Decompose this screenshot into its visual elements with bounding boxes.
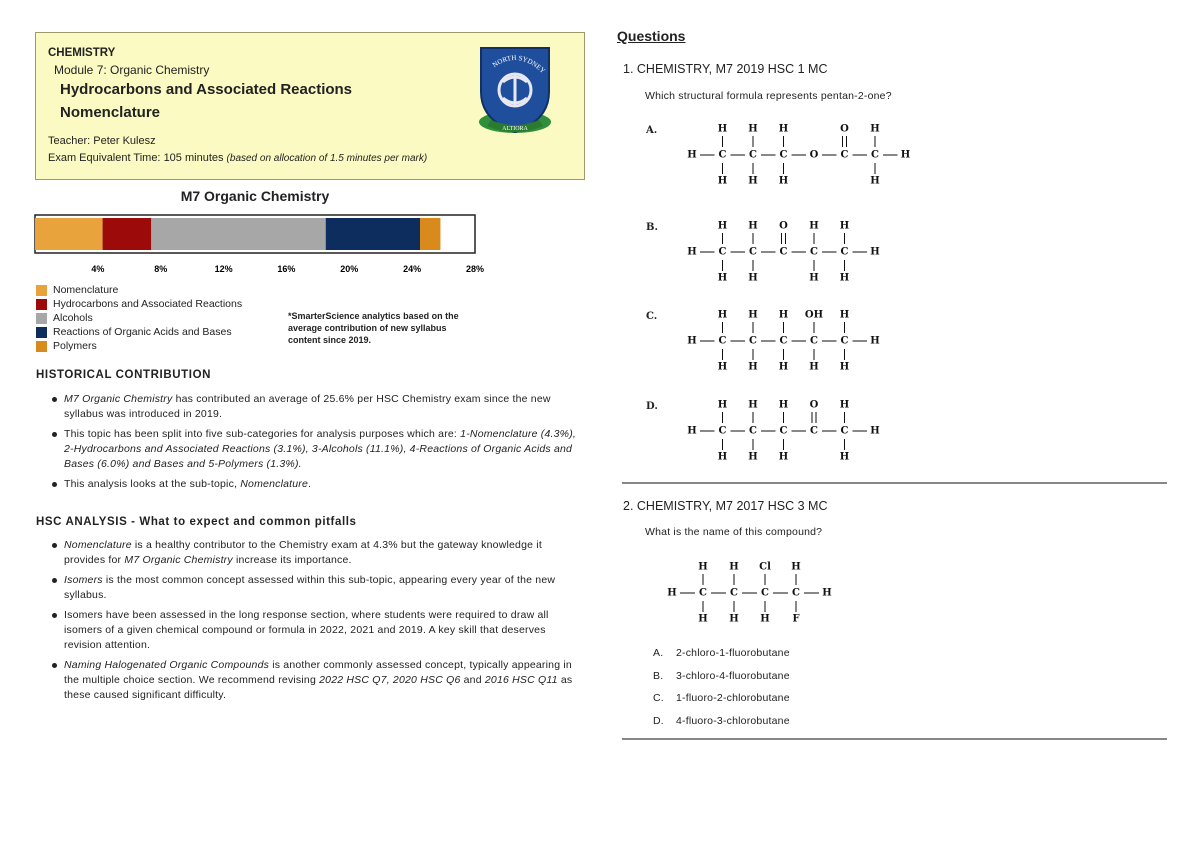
question-divider: [622, 738, 1167, 740]
teacher-label: Teacher:: [48, 135, 94, 147]
option-text: 2-chloro-1-fluorobutane: [676, 647, 790, 659]
atom-label: H: [900, 149, 911, 161]
subcategory-list: 1-Nomenclature (4.3%), 2-Hydrocarbons and Associated Reactions (3.1%), 3-Alcohols (11.1%), 4-Reactions of Organic Acids and Bases (6.0%) and Bases and 5-Polymers (1.3%).: [64, 428, 577, 470]
historical-heading: HISTORICAL CONTRIBUTION: [36, 369, 212, 381]
q1-option-b-structure: [680, 214, 880, 290]
atom-label: H: [778, 361, 789, 373]
bullet-text: is another commonly assessed concept, typically appearing in the multiple choice section. We recommend revising: [64, 659, 572, 686]
bar-segment-4: [326, 218, 420, 250]
stacked-bar-chart: [30, 212, 490, 278]
atom-label: C: [761, 587, 769, 599]
emphasis: 2022 HSC Q7, 2020 HSC Q6: [319, 674, 461, 686]
legend-item: [36, 297, 242, 311]
legend-item: [36, 283, 242, 297]
atom-label: C: [840, 149, 849, 161]
q1-option-c-letter: C.: [646, 311, 658, 322]
atom-label: H: [687, 425, 697, 437]
topic-title: Hydrocarbons and Associated Reactions: [60, 81, 353, 98]
atom-label: H: [748, 272, 758, 284]
atom-label: C: [718, 246, 727, 258]
school-crest-logo: [473, 42, 557, 138]
atom-label: C: [730, 587, 738, 599]
emphasis: M7 Organic Chemistry: [124, 554, 233, 566]
atom-label: H: [717, 220, 728, 232]
atom-label: C: [749, 335, 757, 347]
atom-label: H: [809, 220, 819, 232]
option-text: 1-fluoro-2-chlorobutane: [676, 692, 790, 704]
atom-label: C: [718, 425, 727, 437]
bar-segment-1: [35, 218, 103, 250]
atom-label: H: [870, 425, 880, 437]
atom-label: C: [779, 335, 788, 347]
crest-text-top: NORTH SYDNEY: [491, 53, 547, 76]
atom-label: H: [748, 361, 758, 373]
header-box: [35, 32, 585, 180]
hsc-analysis-list: [50, 538, 585, 708]
subject-label: CHEMISTRY: [48, 47, 116, 59]
hsc-bullet-4: [50, 658, 585, 703]
atom-label: C: [840, 425, 849, 437]
atom-label: H: [687, 149, 697, 161]
atom-label: F: [792, 613, 800, 625]
atom-label: H: [778, 123, 789, 135]
historical-bullet-1: [50, 392, 585, 422]
bullet-text: increase its importance.: [232, 554, 352, 566]
hsc-bullet-3: [50, 608, 585, 653]
legend-swatch: [36, 299, 47, 310]
historical-bullet-2: [50, 427, 585, 472]
atom-label: H: [748, 175, 758, 187]
q2-option-b[interactable]: [653, 670, 790, 693]
x-tick-label: 4%: [91, 264, 105, 274]
atom-label: H: [687, 335, 697, 347]
hsc-bullet-2: [50, 573, 585, 603]
x-tick-label: 12%: [214, 264, 233, 274]
q1-option-a-structure: [680, 117, 920, 193]
hsc-analysis-heading: HSC ANALYSIS - What to expect and common pitfalls: [36, 516, 357, 528]
atom-label: H: [778, 175, 789, 187]
question-2-title: 2. CHEMISTRY, M7 2017 HSC 3 MC: [623, 499, 828, 513]
module-label: Module 7: Organic Chemistry: [54, 63, 210, 77]
option-letter: A.: [653, 647, 664, 659]
atom-label: H: [717, 451, 728, 463]
atom-label: H: [839, 309, 850, 321]
atom-label: H: [791, 561, 801, 573]
chart-footnote: *SmarterScience analytics based on the average contribution of new syllabus content since 2019.: [288, 311, 459, 345]
bullet-text: has contributed an average of 25.6% per HSC Chemistry exam since the new syllabus was introduced in 2019.: [64, 393, 551, 420]
atom-label: H: [778, 309, 789, 321]
bar-segment-3: [151, 218, 325, 250]
atom-label: H: [717, 272, 728, 284]
atom-label: H: [839, 220, 850, 232]
atom-label: H: [717, 309, 728, 321]
questions-heading: Questions: [617, 28, 686, 44]
legend-item: [36, 311, 242, 325]
teacher-name: Peter Kulesz: [93, 135, 156, 147]
atom-label: C: [718, 149, 727, 161]
atom-label: C: [749, 246, 757, 258]
q2-options-list: [653, 647, 790, 737]
atom-label: H: [748, 309, 758, 321]
atom-label: H: [870, 123, 880, 135]
q1-option-b-letter: B.: [646, 222, 658, 233]
atom-label: H: [748, 451, 758, 463]
bullet-text: as these caused significant difficulty.: [64, 674, 573, 701]
emphasis: Naming Halogenated Organic Compounds: [64, 659, 270, 671]
emphasis: 2016 HSC Q11: [484, 674, 558, 686]
atom-label: O: [840, 123, 849, 135]
atom-label: H: [748, 220, 758, 232]
option-letter: B.: [653, 669, 664, 682]
exam-time-value: 105 minutes: [163, 152, 227, 164]
legend-label: Reactions of Organic Acids and Bases: [53, 326, 232, 338]
atom-label: O: [809, 149, 819, 161]
atom-label: O: [779, 220, 788, 232]
option-text: 4-fluoro-3-chlorobutane: [676, 714, 790, 727]
atom-label: H: [809, 361, 819, 373]
teacher-line: [48, 135, 156, 147]
atom-label: Cl: [759, 561, 771, 573]
legend-swatch: [36, 341, 47, 352]
atom-label: C: [792, 587, 800, 599]
subtopic-emphasis: Nomenclature: [240, 478, 309, 490]
hsc-bullet-1: [50, 538, 585, 568]
q2-option-d[interactable]: [653, 715, 790, 738]
bullet-text: This analysis looks at the sub-topic,: [64, 478, 241, 490]
atom-label: H: [667, 587, 677, 599]
atom-label: H: [698, 561, 708, 573]
atom-label: C: [810, 246, 818, 258]
q1-option-d-structure: [680, 393, 880, 469]
atom-label: OH: [804, 309, 824, 321]
q1-option-d-letter: D.: [646, 401, 658, 412]
chart-title: M7 Organic Chemistry: [180, 188, 330, 204]
legend-label: Alcohols: [53, 312, 93, 324]
q2-compound-structure: [660, 553, 850, 633]
x-tick-label: 16%: [277, 264, 296, 274]
legend-swatch: [36, 285, 47, 296]
atom-label: C: [779, 246, 788, 258]
topic-name-emphasis: M7 Organic Chemistry: [64, 393, 173, 405]
atom-label: H: [839, 272, 850, 284]
atom-label: H: [870, 246, 880, 258]
atom-label: C: [840, 335, 849, 347]
atom-label: H: [839, 451, 850, 463]
atom-label: C: [871, 149, 879, 161]
atom-label: H: [778, 451, 789, 463]
atom-label: H: [717, 123, 728, 135]
q2-option-a[interactable]: [653, 647, 790, 670]
bullet-text: This topic has been split into five sub-categories for analysis purposes which are:: [64, 428, 461, 440]
legend-item: [36, 339, 242, 353]
atom-label: H: [778, 399, 789, 411]
legend-label: Polymers: [53, 340, 97, 352]
atom-label: H: [748, 123, 758, 135]
atom-label: H: [729, 613, 739, 625]
legend-label: Nomenclature: [53, 284, 119, 296]
exam-time-line: [48, 152, 427, 164]
historical-bullet-3: [50, 477, 585, 492]
atom-label: H: [822, 587, 832, 599]
emphasis: Isomers: [64, 574, 103, 586]
atom-label: H: [839, 361, 850, 373]
atom-label: C: [699, 587, 707, 599]
x-tick-label: 20%: [340, 264, 359, 274]
x-tick-label: 28%: [465, 264, 485, 274]
question-1-title: 1. CHEMISTRY, M7 2019 HSC 1 MC: [623, 62, 828, 76]
q2-option-c[interactable]: [653, 692, 790, 715]
atom-label: O: [809, 399, 819, 411]
subtopic-title: Nomenclature: [60, 104, 161, 121]
historical-list: [50, 392, 585, 497]
atom-label: C: [810, 335, 818, 347]
exam-time-note: (based on allocation of 1.5 minutes per mark): [226, 153, 428, 164]
option-text: 3-chloro-4-fluorobutane: [676, 669, 790, 682]
bar-segment-2: [103, 218, 152, 250]
legend-swatch: [36, 327, 47, 338]
bar-segment-5: [420, 218, 440, 250]
atom-label: H: [748, 399, 758, 411]
legend-item: [36, 325, 242, 339]
atom-label: H: [698, 613, 708, 625]
atom-label: C: [718, 335, 727, 347]
bullet-text: and: [460, 674, 485, 686]
atom-label: H: [839, 399, 850, 411]
atom-label: H: [870, 175, 880, 187]
atom-label: H: [717, 175, 728, 187]
atom-label: H: [729, 561, 739, 573]
atom-label: H: [717, 399, 728, 411]
atom-label: H: [717, 361, 728, 373]
x-tick-label: 24%: [403, 264, 422, 274]
legend-swatch: [36, 313, 47, 324]
x-tick-label: 8%: [154, 264, 168, 274]
atom-label: C: [779, 149, 788, 161]
atom-label: C: [749, 425, 757, 437]
q1-option-a-letter: A.: [646, 125, 658, 136]
atom-label: H: [760, 613, 770, 625]
atom-label: H: [870, 335, 880, 347]
atom-label: C: [810, 425, 818, 437]
question-divider: [622, 482, 1167, 484]
q1-option-c-structure: [680, 303, 880, 379]
emphasis: Nomenclature: [64, 539, 132, 551]
chart-legend: [36, 283, 242, 353]
atom-label: C: [749, 149, 757, 161]
option-letter: C.: [653, 692, 664, 704]
bullet-text: Isomers have been assessed in the long response section, where students were required to draw all isomers of a given chemical compound or formula in 2022, 2021 and 2019. A key skill that deserves revision attention.: [64, 609, 549, 651]
atom-label: C: [840, 246, 849, 258]
atom-label: C: [779, 425, 788, 437]
option-letter: D.: [653, 714, 664, 727]
atom-label: H: [809, 272, 819, 284]
question-1-prompt: Which structural formula represents pentan-2-one?: [645, 90, 892, 102]
bullet-text: is a healthy contributor to the Chemistry exam at 4.3% but the gateway knowledge it provides for: [64, 539, 542, 566]
crest-text-bottom: ALTIORA: [502, 126, 528, 132]
legend-label: Hydrocarbons and Associated Reactions: [53, 298, 243, 310]
bullet-text: is the most common concept assessed within this sub-topic, appearing every year of the new syllabus.: [64, 574, 556, 601]
exam-time-label: Exam Equivalent Time:: [48, 152, 164, 164]
bullet-text: .: [308, 478, 312, 490]
question-2-prompt: What is the name of this compound?: [645, 526, 823, 538]
atom-label: H: [687, 246, 697, 258]
